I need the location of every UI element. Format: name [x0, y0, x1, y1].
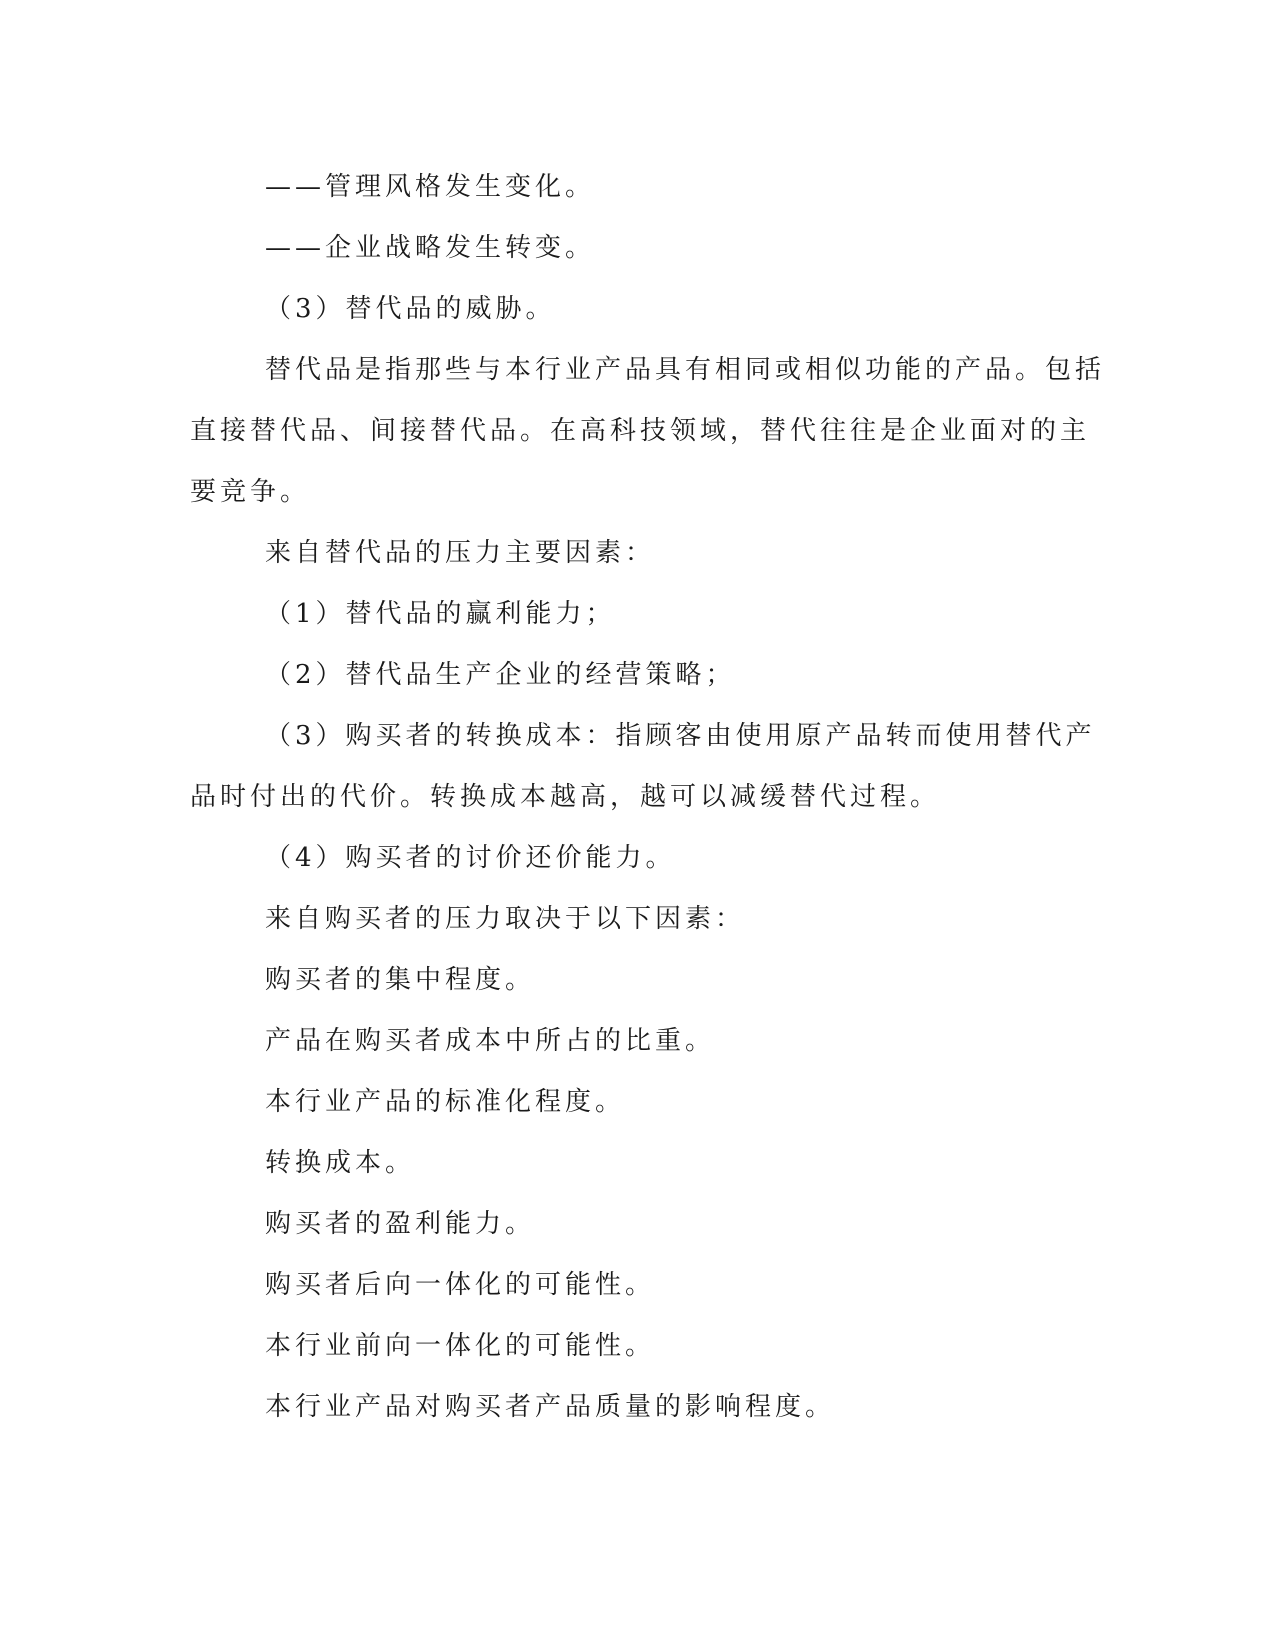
list-item: 本行业前向一体化的可能性。: [265, 1331, 656, 1361]
list-item: （1）替代品的赢利能力；: [265, 599, 616, 629]
paragraph-line: 替代品是指那些与本行业产品具有相同或相似功能的产品。包括: [265, 355, 1106, 385]
paragraph-line: 要竞争。: [190, 477, 311, 507]
section-heading: （3）替代品的威胁。: [265, 294, 556, 324]
paragraph-line: ——企业战略发生转变。: [265, 233, 596, 263]
paragraph-line: 直接替代品、间接替代品。在高科技领域，替代往往是企业面对的主: [190, 416, 1091, 446]
paragraph-line: 品时付出的代价。转换成本越高，越可以减缓替代过程。: [190, 782, 941, 812]
list-item: （2）替代品生产企业的经营策略；: [265, 660, 736, 690]
list-item: 转换成本。: [265, 1148, 416, 1178]
paragraph-line: ——管理风格发生变化。: [265, 172, 596, 202]
list-item: 产品在购买者成本中所占的比重。: [265, 1026, 716, 1056]
document-body: [190, 157, 1106, 1438]
list-item: 本行业产品对购买者产品质量的影响程度。: [265, 1392, 836, 1422]
list-item: （4）购买者的讨价还价能力。: [265, 843, 676, 873]
list-item: 购买者的集中程度。: [265, 965, 536, 995]
paragraph-line: 来自购买者的压力取决于以下因素：: [265, 904, 746, 934]
list-item: 本行业产品的标准化程度。: [265, 1087, 626, 1117]
paragraph-line: 来自替代品的压力主要因素：: [265, 538, 656, 568]
list-item: 购买者的盈利能力。: [265, 1209, 536, 1239]
list-item: （3）购买者的转换成本：指顾客由使用原产品转而使用替代产: [265, 721, 1096, 751]
list-item: 购买者后向一体化的可能性。: [265, 1270, 656, 1300]
